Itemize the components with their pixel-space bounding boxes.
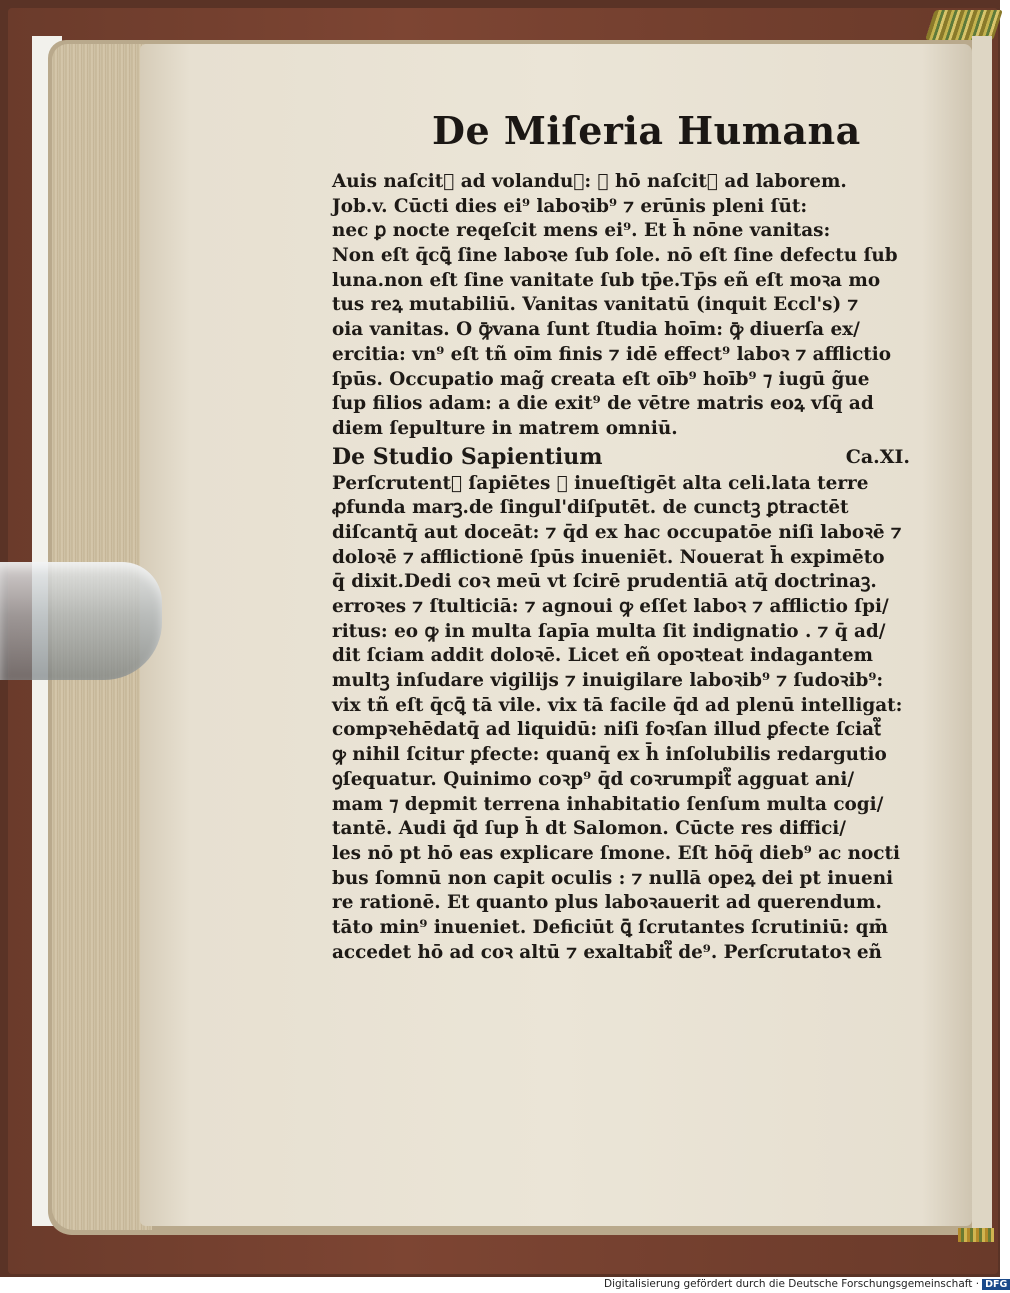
text-line: les nō pt hō eas explicare ſmone. Eſt hōq̄ dieb⁹ ac nocti: [332, 842, 900, 864]
text-line: erroꝛes ⁊ ſtulticiā: ⁊ agnoui ꝙ eſſet laboꝛ ⁊ afflictio ſpi/: [332, 596, 889, 617]
text-line: ercitia: vn⁹ eſt tñ oīm finis ⁊ idē effect⁹ laboꝛ ⁊ afflictio: [332, 343, 892, 365]
chapter-heading: [332, 442, 912, 472]
text-line: diem ſepulture in matrem omniū.: [332, 417, 678, 439]
chapter-title: De Studio Sapientium: [332, 443, 603, 470]
dfg-logo: DFG: [982, 1279, 1010, 1290]
chapter-number: Ca.XI.: [845, 445, 910, 468]
text-line: q̄ dixit.Dedi coꝛ meū vt ſcirē prudentiā atq̄ doctrinaꝫ.: [332, 571, 877, 593]
text-line: re rationē. Et quanto plus laboꝛauerit ad querendum.: [332, 892, 882, 914]
text-line: ſpūs. Occupatio mag̃ creata eſt oīb⁹ hoīb⁹ ⁊ iugū g̃ue: [332, 368, 870, 390]
text-line: ritus: eo ꝙ in multa ſapīa multa ſit indignatio . ⁊ q̄ ad/: [332, 620, 886, 642]
text-column: [332, 170, 912, 965]
running-title: De Miſeria Humana: [432, 108, 861, 153]
text-line: compꝛehēdatq̄ ad liquidū: niſi foꝛſan illud ꝑfecte ſciat᷑: [332, 719, 881, 741]
text-line: bus ſomnū non capit oculis : ⁊ nullā opeꝝ dei pt inueni: [332, 867, 894, 889]
text-line: ꝓfunda marꝫ.de ſingul'diſputēt. de cunctꝫ ꝑtractēt: [332, 497, 849, 519]
text-line: Job.v. Cūcti dies ei⁹ laboꝛib⁹ ⁊ erūnis pleni ſūt:: [332, 195, 808, 217]
text-line: ſup filios adam: a die exit⁹ de vētre matris eoꝝ vſq̄ ad: [332, 393, 874, 415]
digitization-credit: [604, 1278, 1008, 1292]
text-line: mam ⁊ depmit terrena inhabitatio ſenſum multa cogi/: [332, 793, 884, 815]
text-line: multꝫ inſudare vigilijs ⁊ inuigilare laboꝛib⁹ ⁊ ſudoꝛib⁹:: [332, 670, 884, 692]
text-line: doloꝛē ⁊ afflictionē ſpūs inueniēt. Nouerat h̄ expimēto: [332, 546, 885, 568]
text-line: tāto min⁹ inueniet. Deficiūt ꝗ̄ ſcrutantes ſcrutiniū: qm̄: [332, 916, 888, 938]
text-line: accedet hō ad coꝛ altū ⁊ exaltabit᷑ de⁹. Perſcrutatoꝛ eñ: [332, 941, 882, 963]
paragraph-2: [332, 472, 912, 966]
text-line: nec ꝑ nocte reqeſcit mens ei⁹. Et h̄ nōne vanitas:: [332, 220, 831, 242]
paragraph-1: [332, 170, 912, 442]
text-line: Perſcrutent᷑ ſapiētes ⁊ inueſtigēt alta celi.lata terre: [332, 472, 869, 494]
text-line: oia vanitas. O ꝙ̄vana ſunt ſtudia hoīm: ꝙ̄ diuerſa ex/: [332, 319, 860, 341]
text-line: ꝙ nihil ſcitur ꝑfecte: quanq̄ ex h̄ inſolubilis redargutio: [332, 744, 887, 766]
text-line: tus reꝝ mutabiliū. Vanitas vanitatū (inquit Eccl's) ⁊: [332, 294, 859, 316]
bookmark-ribbon-bottom: [958, 1228, 994, 1242]
text-line: luna.non eſt ſine vanitate ſub tp̄e.Tp̄s eñ eſt moꝛa mo: [332, 269, 881, 291]
credit-text: Digitalisierung gefördert durch die Deutsche Forschungsgemeinschaft ·: [604, 1278, 980, 1290]
text-line: ꝯſequatur. Quinimo coꝛp⁹ q̄d coꝛrumpit᷑ agguat ani/: [332, 768, 855, 790]
text-line: Auis naſcit᷑ ad volanduꝫ: ⁊ hō naſcit᷑ ad laborem.: [332, 171, 847, 192]
text-line: Non eſt q̄cꝗ̄ ſine laboꝛe ſub ſole. nō eſt ſine defectu ſub: [332, 245, 898, 267]
glass-page-clamp: [0, 562, 162, 680]
text-line: dit ſciam addit doloꝛē. Licet eñ opoꝛteat indagantem: [332, 645, 873, 667]
gutter: [972, 36, 992, 1236]
text-line: vix tñ eſt q̄cꝗ̄ tā vile. vix tā facile q̄d ad plenū intelligat:: [332, 694, 903, 716]
text-line: diſcantq̄ aut doceāt: ⁊ q̄d ex hac occupatōe niſi laboꝛē ⁊: [332, 521, 902, 543]
text-line: tantē. Audi q̄d ſup h̄ dt Salomon. Cūcte res diffici/: [332, 818, 846, 840]
